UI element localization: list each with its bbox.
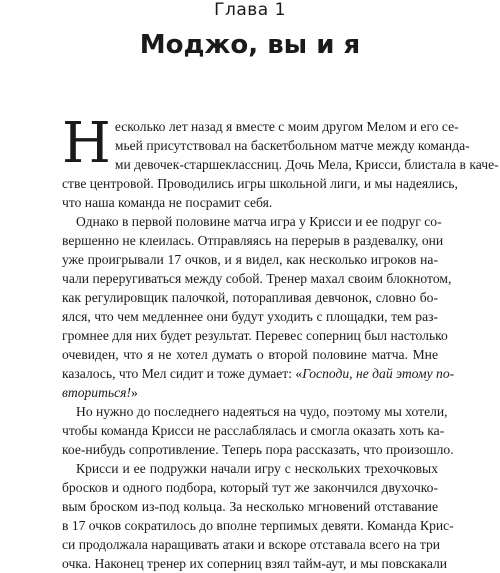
paragraph-2 — [62, 212, 455, 402]
drop-cap: Н — [62, 111, 111, 176]
text-line: очевиден, что я не хотел думать о второй половине матча. Мне — [62, 347, 438, 362]
italic-quote: Господи, не дай этому по- — [302, 366, 455, 381]
text-line: си продолжала наращивать атаки и вскоре отставала всего на три — [62, 537, 441, 552]
text-line: что наша команда не посрамит себя. — [62, 195, 273, 210]
chapter-label: Глава 1 — [214, 0, 286, 20]
text-line: бросков и одного подбора, который тут же закончился двухочко- — [62, 480, 438, 495]
chapter-title: Моджо, вы и я — [139, 30, 361, 60]
italic-quote: вториться! — [62, 385, 131, 400]
text-line: стве центровой. Проводились игры школьной лиги, и мы надеялись, — [62, 176, 458, 191]
paragraph-4 — [62, 459, 454, 573]
paragraph-3 — [62, 402, 454, 459]
text-line: как регулировщик палочкой, поторапливая девчонок, словно бо- — [62, 290, 438, 305]
text-line: Но нужно до последнего надеяться на чудо, поэтому мы хотели, — [76, 404, 448, 419]
text-line: Однако в первой половине матча игра у Крисси и ее подруг со- — [76, 214, 442, 229]
text-line: есколько лет назад я вместе с моим другом Мелом и его се- — [114, 119, 459, 134]
text-line: ялся, что чем медленнее они будут уходить с площадки, тем раз- — [62, 309, 438, 324]
text-line: Крисси и ее подружки начали игру с нескольких трехочковых — [76, 461, 438, 476]
text-line: громнее для них будет результат. Перевес соперниц был настолько — [62, 328, 448, 343]
body-text — [62, 111, 499, 573]
text-line: кое-нибудь сопротивление. Теперь пора рассказать, что произошло. — [62, 442, 454, 457]
text-line: ми девочек-старшеклассниц. Дочь Мела, Крисси, блистала в каче- — [114, 157, 499, 172]
text-line — [62, 364, 455, 383]
text-line: чали переругиваться между собой. Тренер махал своим блокнотом, — [62, 271, 452, 286]
text-line: вершенно не клеилась. Отправляясь на перерыв в раздевалку, они — [62, 233, 444, 248]
text-run: казалось, что Мел сидит и тоже думает: « — [62, 366, 303, 381]
text-line: очка. Наконец тренер их соперниц взял тайм-аут, и мы повскакали — [62, 556, 448, 571]
text-line — [62, 383, 438, 402]
text-line: в 17 очков сократилось до вполне терпимых девяти. Команда Крис- — [62, 518, 454, 533]
text-run: » — [131, 385, 138, 400]
paragraph-1 — [62, 111, 499, 212]
text-line: уже проигрывали 17 очков, и я видел, как несколько игроков на- — [62, 252, 438, 267]
text-line: мьей присутствовал на баскетбольном матче между команда- — [114, 138, 470, 153]
text-line: чтобы команда Крисси не расслаблялась и смогла оказать хоть ка- — [62, 423, 445, 438]
text-line: вым броском из-под кольца. За несколько мгновений отставание — [62, 499, 438, 514]
